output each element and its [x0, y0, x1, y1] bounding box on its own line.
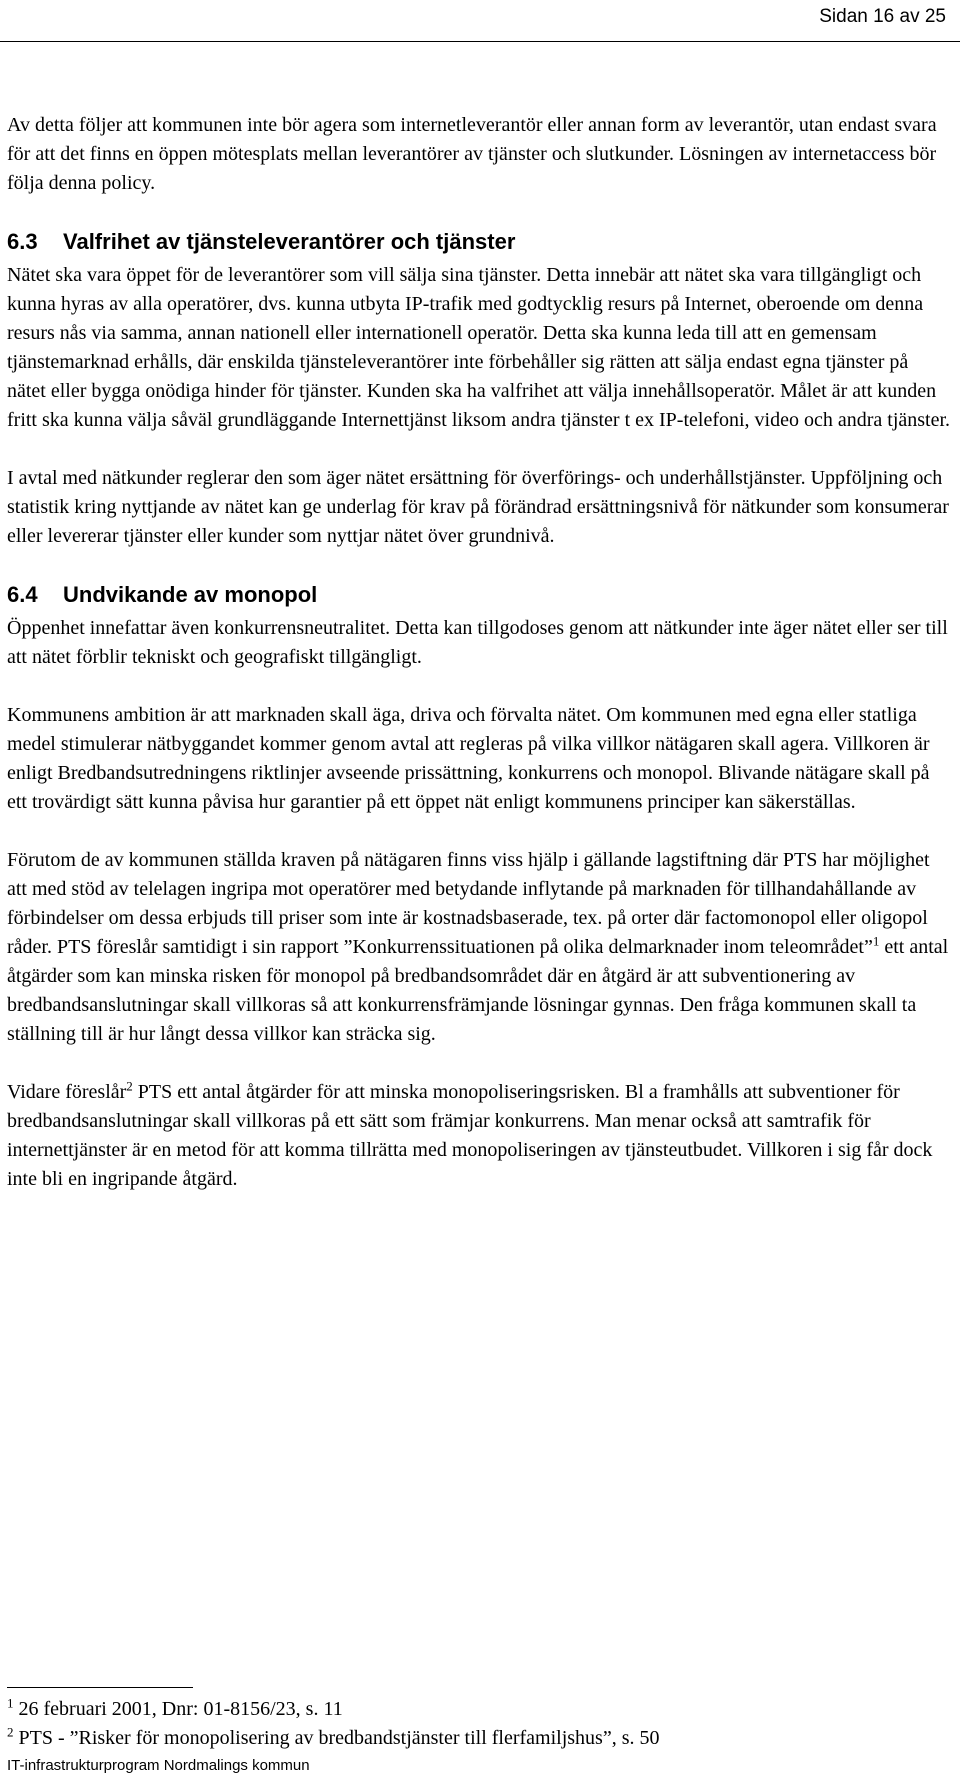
footnote-mark: 2 [7, 1724, 14, 1740]
section-number: 6.3 [7, 229, 38, 254]
paragraph [7, 1078, 952, 1194]
intro-paragraph: Av detta följer att kommunen inte bör agera som internetleverantör eller annan form av leverantör, utan endast svara för att det finns en öppen mötesplats mellan leverantörer av tjänster och slutkunder. Lösningen av internetaccess bör följa denna policy. [7, 114, 937, 194]
paragraph: I avtal med nätkunder reglerar den som äger nätet ersättning för överförings- och underhållstjänster. Uppföljning och statistik kring nyttjande av nätet kan ge underlag för krav på förändrad ersättningsnivå för nätkunder som konsumerar eller levererar tjänster eller kunder som nyttjar nätet över grundnivå. [7, 467, 949, 547]
paragraph-text: Vidare föreslår [7, 1081, 127, 1103]
document-body [7, 111, 952, 1223]
section-title: Valfrihet av tjänsteleverantörer och tjänster [63, 229, 516, 254]
section-heading-6-4 [7, 580, 952, 610]
footnote-reference[interactable]: 2 [126, 1078, 133, 1094]
header-divider [0, 41, 960, 42]
section-heading-6-3 [7, 227, 952, 257]
paragraph-text: Förutom de av kommunen ställda kraven på nätägaren finns viss hjälp i gällande lagstiftning där PTS har möjlighet att med stöd av telelagen ingripa mot operatörer med betydande inflytande på marknaden för tillhandahållande av förbindelser om dessa erbjuds till priser som inte är kostnadsbaserade, tex. på orter där factomonopol eller oligopol råder. PTS föreslår samtidigt i sin rapport ”Konkurrenssituationen på olika delmarknader inom teleområdet” [7, 849, 930, 958]
footnote-mark: 1 [7, 1695, 14, 1711]
footnotes [7, 1695, 952, 1753]
section-title: Undvikande av monopol [63, 582, 318, 607]
paragraph-text: ett antal åtgärder som kan minska risken för monopol på bredbandsområdet där en åtgärd är att subventionering av bredbandsanslutningar skall villkoras så att konkurrensfrämjande lösningar gynnas. Den fråga kommunen skall ta ställning till är hur långt dessa villkor kan sträcka sig. [7, 936, 949, 1045]
paragraph: Öppenhet innefattar även konkurrensneutralitet. Detta kan tillgodoses genom att nätkunder inte äger nätet eller ser till att nätet förblir tekniskt och geografiskt tillgängligt. [7, 617, 948, 668]
paragraph-text: PTS ett antal åtgärder för att minska monopoliseringsrisken. Bl a framhålls att subventioner för bredbandsanslutningar skall villkoras på ett sätt som främjar konkurrens. Man menar också att samtrafik för internettjänster är en metod för att komma tillrätta med monopoliseringen av tjänsteutbudet. Villkoren i sig får dock inte bli en ingripande åtgärd. [7, 1081, 933, 1190]
page-number: Sidan 16 av 25 [819, 6, 946, 27]
footnote-reference[interactable]: 1 [872, 933, 880, 949]
footnote-divider [7, 1687, 193, 1688]
footnote-text: PTS - ”Risker för monopolisering av bredbandstjänster till flerfamiljshus”, s. 50 [13, 1727, 660, 1749]
footnote [7, 1695, 952, 1724]
footnote-text: 26 februari 2001, Dnr: 01-8156/23, s. 11 [13, 1698, 343, 1720]
paragraph: Kommunens ambition är att marknaden skall äga, driva och förvalta nätet. Om kommunen med egna eller statliga medel stimulerar nätbyggandet kommer genom avtal att regleras på vilka villkor nätägaren skall agera. Villkoren är enligt Bredbandsutredningens riktlinjer avseende prissättning, konkurrens och monopol. Blivande nätägare skall på ett trovärdigt sätt kunna påvisa hur garantier på ett öppet nät enligt kommunens principer kan säkerställas. [7, 704, 930, 813]
page-footer: IT-infrastrukturprogram Nordmalings kommun [7, 1757, 310, 1774]
footnote [7, 1724, 952, 1753]
paragraph [7, 846, 952, 1049]
section-number: 6.4 [7, 582, 38, 607]
paragraph: Nätet ska vara öppet för de leverantörer som vill sälja sina tjänster. Detta innebär att nätet ska vara tillgängligt och kunna hyras av alla operatörer, dvs. kunna utbyta IP-trafik med godtycklig resurs på Internet, oberoende om denna resurs nås via samma, annan nationell eller internationell operatör. Detta ska kunna leda till att en gemensam tjänstemarknad erhålls, där enskilda tjänsteleverantörer inte förbehåller sig rätten att sälja endast egna tjänster på nätet eller bygga onödiga hinder för tjänster. Kunden ska ha valfrihet att välja innehållsoperatör. Målet är att kunden fritt ska kunna välja såväl grundläggande Internettjänst liksom andra tjänster t ex IP-telefoni, video och andra tjänster. [7, 264, 951, 431]
